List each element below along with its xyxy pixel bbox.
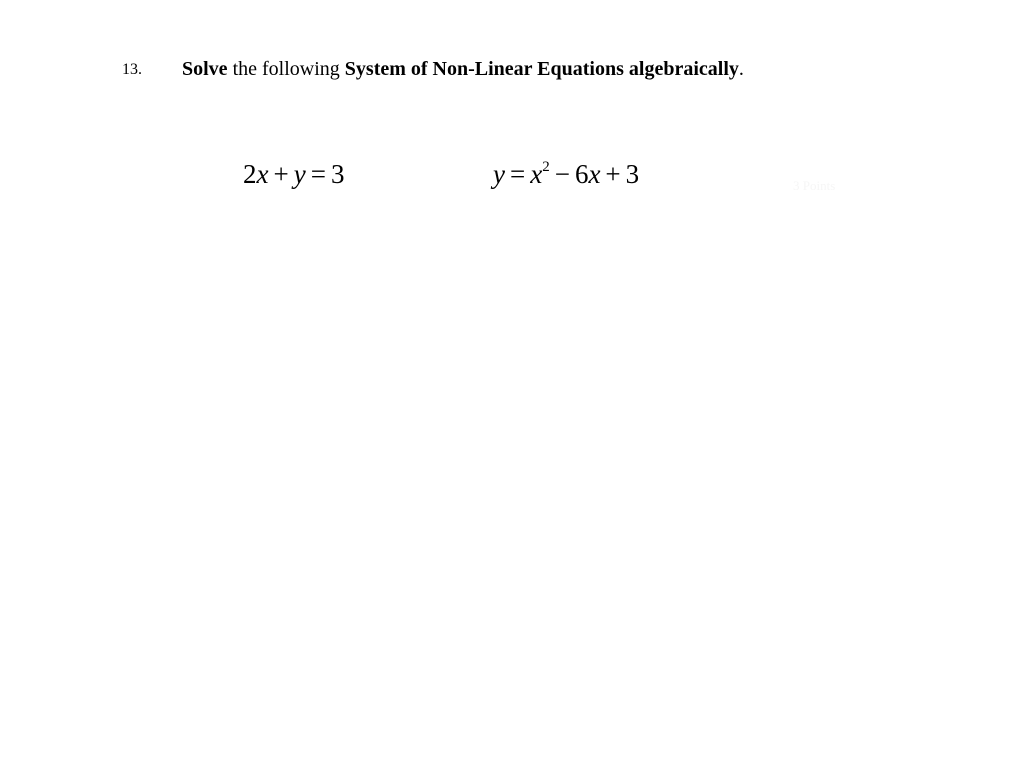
eq1-coefficient: 2 (243, 159, 257, 189)
equation-quadratic (493, 158, 639, 190)
eq2-constant: 3 (625, 159, 640, 189)
prompt-verb: Solve (182, 58, 228, 80)
question-number: 13. (122, 61, 142, 78)
eq2-variable-x: x (530, 159, 543, 189)
question-prompt (182, 57, 744, 81)
eq1-variable-x: x (256, 159, 269, 189)
prompt-middle: the following (227, 58, 345, 80)
points-note: 3 Points (793, 178, 836, 193)
eq2-plus: + (605, 159, 621, 189)
eq2-variable-y: y (493, 159, 505, 189)
eq1-variable-y: y (293, 159, 306, 189)
eq1-plus: + (273, 159, 289, 189)
eq2-exponent: 2 (542, 159, 550, 175)
prompt-topic: System of Non-Linear Equations algebraically (344, 58, 739, 80)
equation-linear (243, 158, 344, 190)
eq2-coefficient: 6 (574, 159, 589, 189)
eq2-equals: = (509, 159, 526, 189)
eq2-minus: − (554, 159, 570, 189)
prompt-end: . (738, 58, 744, 80)
eq2-variable-x2: x (588, 159, 601, 189)
eq1-rhs: 3 (330, 159, 345, 189)
eq1-equals: = (310, 159, 326, 189)
